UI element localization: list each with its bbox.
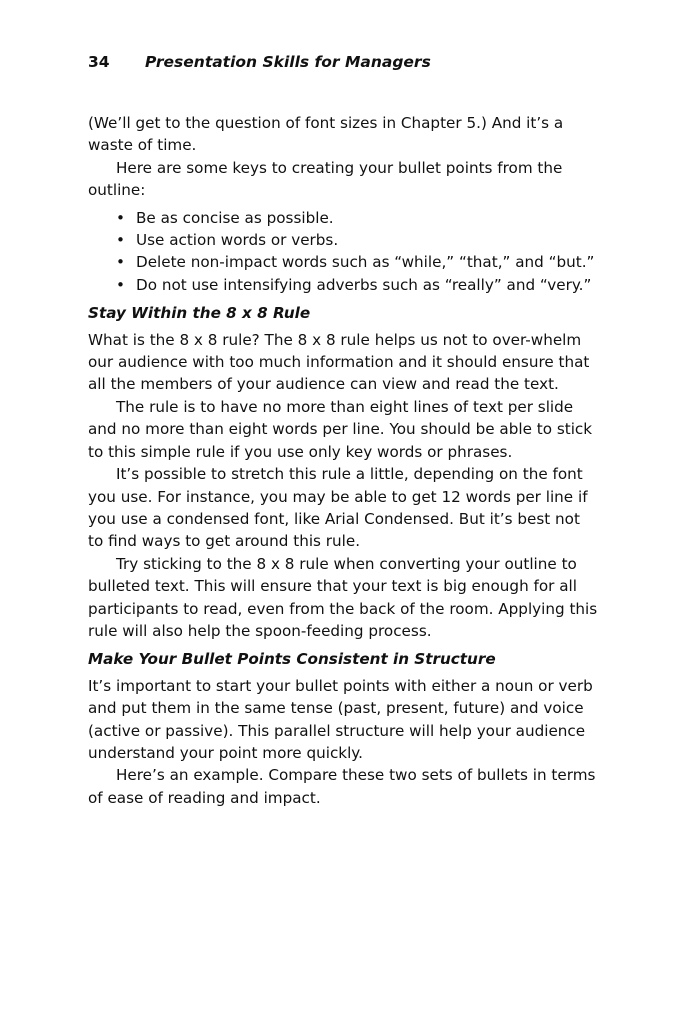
paragraph: Here are some keys to creating your bullet points from the outline: — [88, 158, 563, 200]
section-heading: Stay Within the 8 x 8 Rule — [88, 304, 311, 323]
running-head — [88, 53, 431, 71]
bullet-item: • Use action words or verbs. — [136, 229, 598, 251]
page-body — [88, 112, 598, 809]
page-number: 34 — [88, 53, 110, 71]
paragraph: Here’s an example. Compare these two sets of bullets in terms of ease of reading and impact. — [88, 766, 596, 807]
book-title: Presentation Skills for Managers — [145, 53, 431, 71]
paragraph: It’s important to start your bullet points with either a noun or verb and put them in the same tense (past, present, future) and voice (active or passive). This parallel structure will help your audience understand your point more quickly. — [88, 676, 593, 762]
paragraph: The rule is to have no more than eight lines of text per slide and no more than eight words per line. You should be able to stick to this simple rule if you use only key words or phrases. — [88, 397, 593, 461]
section-heading: Make Your Bullet Points Consistent in Structure — [88, 650, 496, 669]
bullet-item: • Do not use intensifying adverbs such as “really” and “very.” — [136, 274, 598, 296]
paragraph: (We’ll get to the question of font sizes in Chapter 5.) And it’s a waste of time. — [88, 114, 564, 155]
paragraph: It’s possible to stretch this rule a little, depending on the font you use. For instance, you may be able to get 12 words per line if you use a condensed font, like Arial Condensed. But it’s best not to find ways to get around this rule. — [88, 465, 588, 551]
bullet-list — [88, 207, 598, 297]
bullet-item: • Be as concise as possible. — [136, 207, 598, 229]
paragraph: Try sticking to the 8 x 8 rule when converting your outline to bulleted text. This will ensure that your text is big enough for all participants to read, even from the back of the room. Applying this rule will also help the spoon-feeding process. — [88, 554, 598, 640]
bullet-item: • Delete non-impact words such as “while,” “that,” and “but.” — [136, 251, 598, 273]
paragraph: What is the 8 x 8 rule? The 8 x 8 rule helps us not to over-whelm our audience with too much information and it should ensure that all the members of your audience can view and read the text. — [88, 330, 590, 394]
